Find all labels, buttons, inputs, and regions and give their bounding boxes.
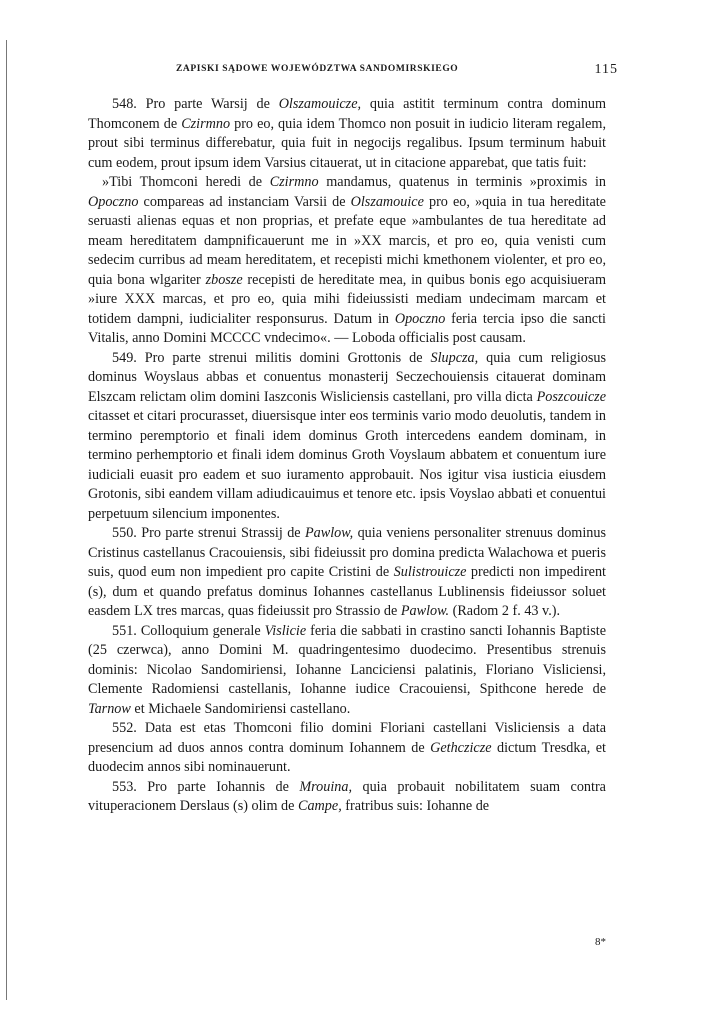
place-name: Olszamouice xyxy=(350,193,424,210)
entry-text: predicti non impedirent (s), dum et quando prefatus dominus Iohannes castellanus Lublinensis fideiussor soluet easdem LX tres marcas, quas fideiussit pro Strassio de xyxy=(88,564,606,619)
page-header xyxy=(88,62,618,80)
entry-text: feria tercia ipso die sancti Vitalis, anno Domini MCCCC vndecimo«. — Loboda officialis post causam. xyxy=(88,310,606,346)
entry-text: dictum Tresdka, et duodecim annos sibi nominauerunt. xyxy=(88,739,606,775)
running-head: ZAPISKI SĄDOWE WOJEWÓDZTWA SANDOMIRSKIEGO xyxy=(176,64,459,74)
entry-text: quia probauit nobilitatem suam contra vituperacionem Derslaus (s) olim de xyxy=(88,778,606,814)
source-reference: (Radom 2 f. 43 v.). xyxy=(449,603,561,619)
page-number: 115 xyxy=(594,62,618,77)
place-name: Vislicie xyxy=(264,622,307,639)
place-name: Gethczicze xyxy=(430,739,492,756)
entry-text: 553. Pro parte Iohannis de xyxy=(112,778,300,795)
signature-mark: 8* xyxy=(595,936,606,948)
place-name: Poszcouicze xyxy=(536,388,606,405)
place-name: Czirmno xyxy=(181,115,231,132)
place-name: Slupcza, xyxy=(430,349,479,366)
place-name: Sulistrouicze xyxy=(393,564,467,580)
entry-text: recepisti de hereditate mea, in quibus bonis ego acquisiueram »iure XXX marcas, et pro eo, quia mihi fideiussisti mediam undecimam marcam et totidem dampni, iudicialiter responsurus. Datum in xyxy=(88,271,606,327)
entry-549 xyxy=(88,349,606,525)
entry-550 xyxy=(88,524,606,622)
page-edge-rule xyxy=(6,40,7,1000)
entry-text: pro eo, quia idem Thomco non posuit in iudicio literam regalem, prout sibi terminus differebatur, quia fuit in negocijs regalibus. Ipsum terminum habuit cum eodem, prout ipsum idem Varsius citauerat, ut in citacione apparebat, que tatis fuit: xyxy=(88,115,606,171)
entry-text: 551. Colloquium generale xyxy=(112,622,265,639)
place-name: Opoczno xyxy=(88,193,139,210)
entry-548 xyxy=(88,95,606,173)
entry-text: et Michaele Sandomiriensi castellano. xyxy=(130,700,351,717)
entry-text: quia astitit terminum contra dominum Thomconem de xyxy=(88,96,606,132)
entry-text: compareas ad instanciam Varsii de xyxy=(138,193,351,210)
entry-text: mandamus, quatenus in terminis »proximis in xyxy=(318,174,606,190)
entry-551 xyxy=(88,622,606,720)
entry-text: 550. Pro parte strenui Strassij de xyxy=(112,525,305,541)
entry-552 xyxy=(88,719,606,778)
entry-text: quia veniens personaliter strenuus dominus Cristinus castellanus Cracouiensis, sibi fideiussit pro domina predicta Walachowa et pueris suis, quod eum non impedient pro capite Cristini de xyxy=(88,525,606,580)
citation-quote xyxy=(88,173,606,349)
place-name: Czirmno xyxy=(269,174,319,190)
place-name: Pawlow. xyxy=(400,603,450,619)
place-name: Opoczno xyxy=(394,310,446,327)
place-name: Tarnow xyxy=(88,700,131,717)
entry-text: 548. Pro parte Warsij de xyxy=(112,96,279,112)
place-name: Mrouina, xyxy=(299,778,353,795)
entry-text: pro eo, »quia in tua hereditate seruasti alienas equas et non proprias, et prefate eque »ambulantes de tua hereditate ad meam hereditatem dampnificauerunt me in »XX marcis, et pro eo, quia venisti cum sedecim curribus ad meam hereditatem, et recepisti michi kmethonem violenter, et pro eo, quia bona wlgariter xyxy=(88,193,606,288)
place-name: Pawlow, xyxy=(304,525,354,541)
place-name: Campe, xyxy=(298,798,342,814)
entry-text: feria die sabbati in crastino sancti Iohannis Baptiste (25 czerwca), anno Domini M. quadringentesimo duodecimo. Presentibus strenuis dominis: Nicolao Sandomiriensi, Iohanne Lanciciensi palatinis, Floriano Visliciensi, Clemente Radomiensi castellanis, Iohanne iudice Cracouiensi, Spithcone herede de xyxy=(88,622,606,697)
text-block xyxy=(88,95,606,817)
entry-text: quia cum religiosus dominus Woyslaus abbas et conuentus monasterij Seczechouiensis citauerat dominam Elszcam relictam olim domini Iaszconis Wisliciensis castellani, pro villa dicta xyxy=(88,349,606,405)
entry-553 xyxy=(88,778,606,817)
entry-text: »Tibi Thomconi heredi de xyxy=(102,174,270,190)
place-name: Olszamouicze, xyxy=(278,96,362,112)
entry-text: 552. Data est etas Thomconi filio domini Floriani castellani Visliciensis a data presencium ad duos annos contra dominum Iohannem de xyxy=(88,720,606,756)
entry-text: 549. Pro parte strenui militis domini Grottonis de xyxy=(112,349,431,366)
entry-text: citasset et citari procurasset, diuersisque inter eos terminis vario modo deuolutis, tandem in termino peremptorio et finali idem dominus Groth intercedens eandem dominam, in termino perhemptorio et finali idem dominus Groth Voyslaum abbatem et conuentum iure iudiciali euasit pro eadem et suo iuramento approbauit. Nos igitur visa iusticia eiusdem Grotonis, sibi eandem villam adiudicauimus et tenore etc. ipsis Voyslao abbati et conuentui perpetuum silencium imponentes. xyxy=(88,408,606,522)
vernacular-term: zbosze xyxy=(205,271,243,288)
entry-text: fratribus suis: Iohanne de xyxy=(341,798,490,814)
